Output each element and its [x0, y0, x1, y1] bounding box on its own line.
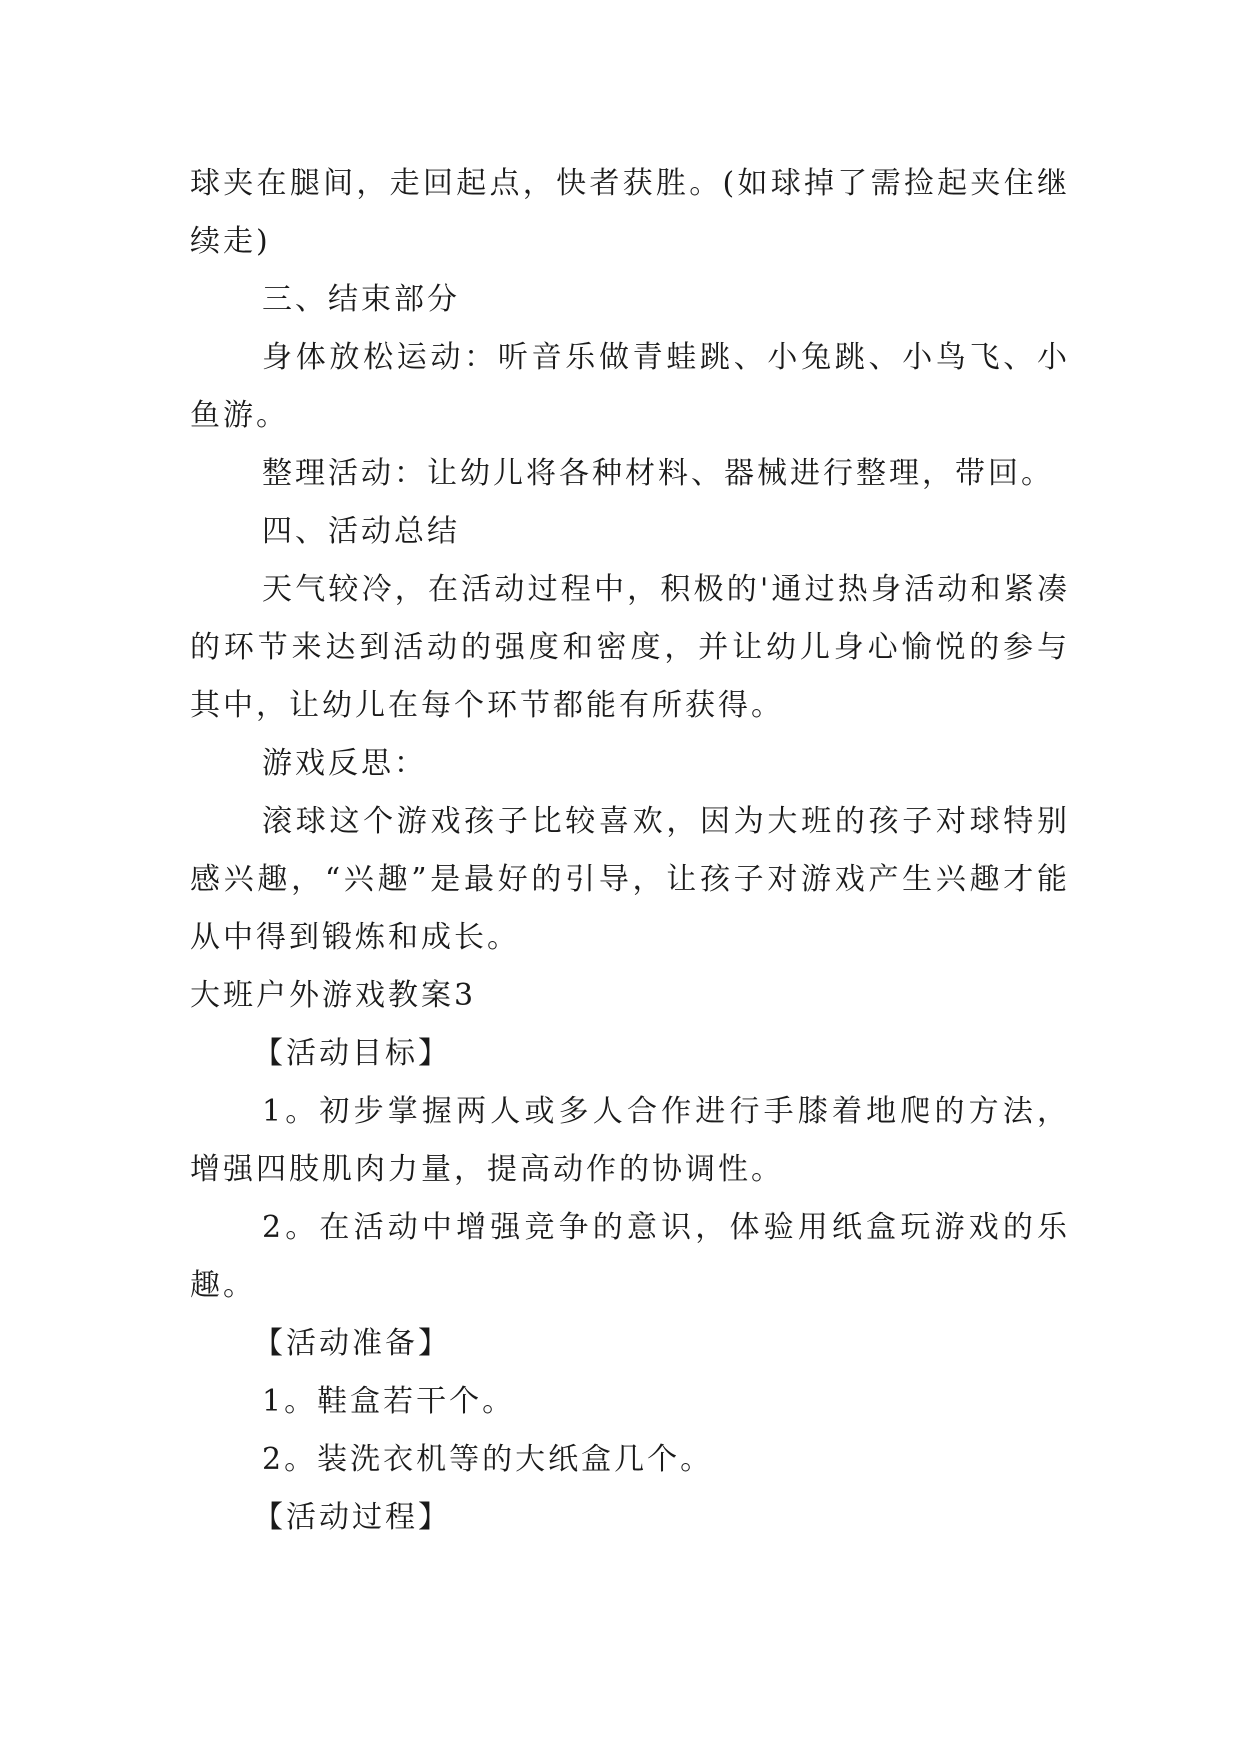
- preparation-item-2: 2。装洗衣机等的大纸盒几个。: [262, 1442, 714, 1477]
- subheading-reflection: 游戏反思：: [262, 746, 427, 781]
- paragraph-relaxation: 身体放松运动：听音乐做青蛙跳、小兔跳、小鸟飞、小鱼游。: [190, 340, 1070, 433]
- section-heading-summary: 四、活动总结: [262, 514, 460, 549]
- section-heading-conclusion: 三、结束部分: [262, 282, 460, 317]
- paragraph-continuation: 球夹在腿间，走回起点，快者获胜。(如球掉了需捡起夹住继续走): [190, 166, 1070, 259]
- heading-activity-process: 【活动过程】: [253, 1500, 451, 1535]
- paragraph-tidy-up: 整理活动：让幼儿将各种材料、器械进行整理，带回。: [262, 456, 1054, 491]
- paragraph-summary: 天气较冷，在活动过程中，积极的'通过热身活动和紧凑的环节来达到活动的强度和密度，并让幼儿身心愉悦的参与其中，让幼儿在每个环节都能有所获得。: [190, 572, 1070, 723]
- lesson-title: 大班户外游戏教案3: [190, 978, 477, 1013]
- goal-item-2: 2。在活动中增强竞争的意识，体验用纸盒玩游戏的乐趣。: [190, 1210, 1070, 1303]
- heading-activity-goals: 【活动目标】: [253, 1036, 451, 1071]
- goal-item-1: 1。初步掌握两人或多人合作进行手膝着地爬的方法，增强四肢肌肉力量，提高动作的协调性。: [190, 1094, 1070, 1187]
- paragraph-reflection: 滚球这个游戏孩子比较喜欢，因为大班的孩子对球特别感兴趣，“兴趣”是最好的引导，让孩子对游戏产生兴趣才能从中得到锻炼和成长。: [190, 804, 1070, 955]
- preparation-item-1: 1。鞋盒若干个。: [262, 1384, 516, 1419]
- heading-activity-preparation: 【活动准备】: [253, 1326, 451, 1361]
- document-body: [190, 155, 1070, 1547]
